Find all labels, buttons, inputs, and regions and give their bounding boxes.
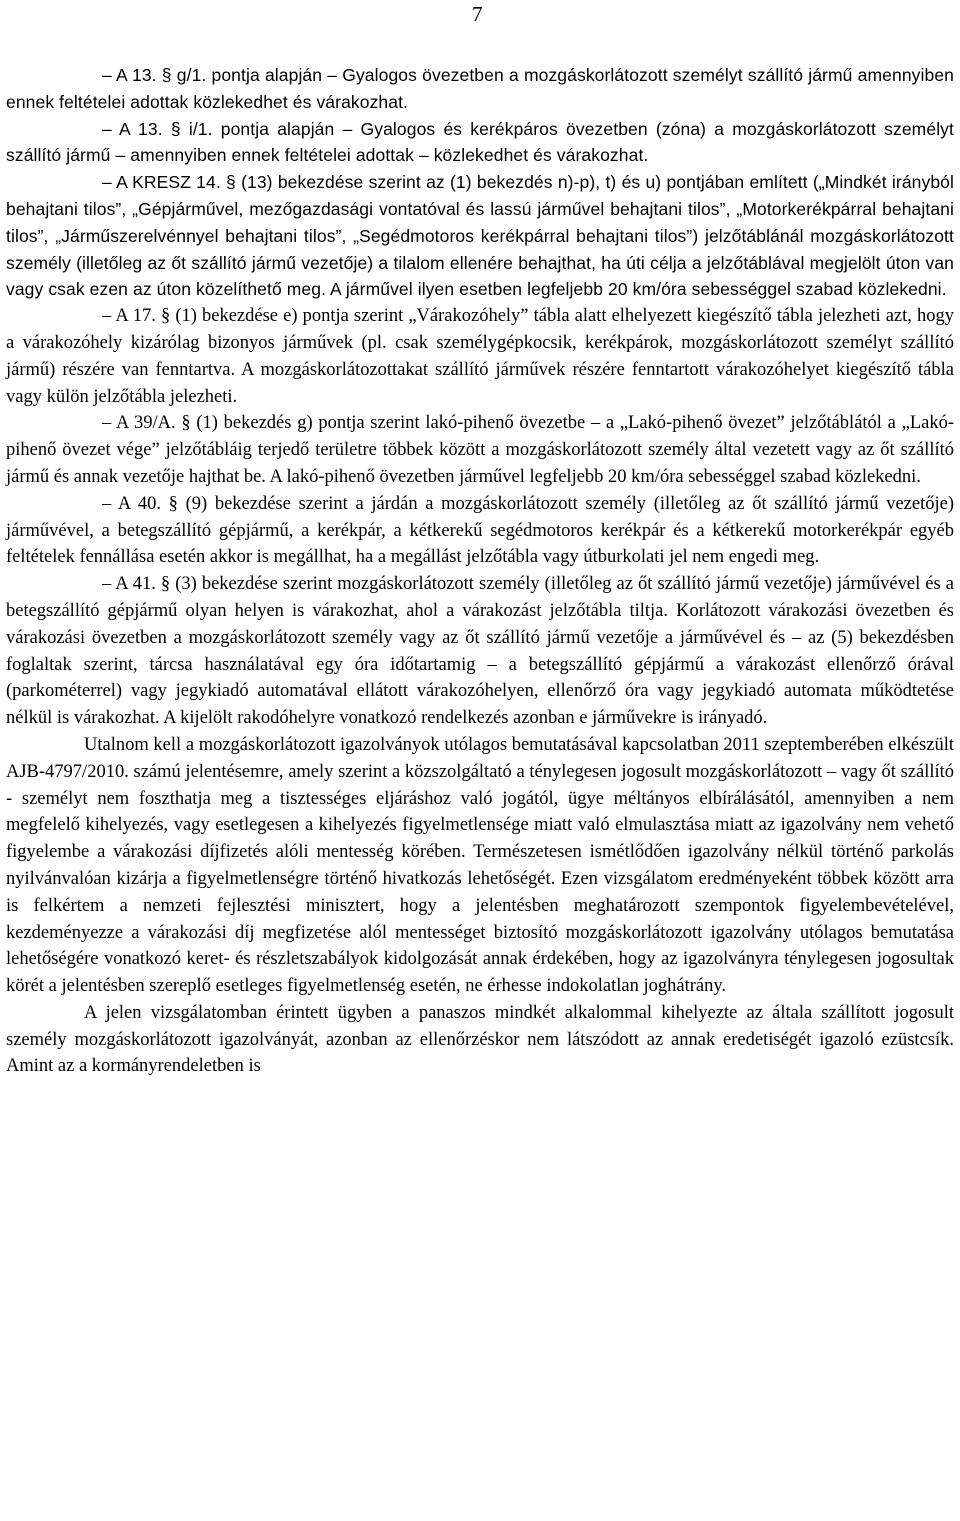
paragraph-kresz-41: – A 41. § (3) bekezdése szerint mozgáskorlátozott személy (illetőleg az őt szállító jármű vezetője) járművével és a betegszállító gépjármű olyan helyen is várakozhat, ahol a várakozást jelzőtábla tiltja. Korlátozott várakozási övezetben és várakozási övezetben a mozgáskorlátozott személy vagy az őt szállító jármű vezetője a járművével és – az (5) bekezdésben foglaltak szerint, tárcsa használatával egy óra időtartamig – a betegszállító gépjármű a várakozást ellenőrző órával (parkométerrel) vagy jegykiadó automatával ellátott várakozóhelyen, ellenőrző óra vagy jegykiadó automata működtetése nélkül is várakozhat. A kijelölt rakodóhelyre vonatkozó rendelkezés azonban e járművekre is irányadó. [6, 574, 954, 729]
document-body [6, 62, 954, 1080]
paragraph-gyalogos-kerekparos-ovezet: – A 13. § i/1. pontja alapján – Gyalogos és kerékpáros övezetben (zóna) a mozgáskorlátozott személyt szállító jármű – amennyiben ennek feltételei adottak – közlekedhet és várakozhat. [6, 118, 954, 166]
page-number: 7 [472, 2, 483, 26]
paragraph-jelen-vizsgalat: A jelen vizsgálatomban érintett ügyben a panaszos mindkét alkalommal kihelyezte az általa szállított jogosult személy mozgáskorlátozott igazolványát, azonban az ellenőrzéskor nem látszódott az annak eredetiségét igazoló ezüstcsík. Amint az a kormányrendeletben is [6, 1002, 954, 1077]
paragraph-utalas-jelentes: Utalnom kell a mozgáskorlátozott igazolványok utólagos bemutatásával kapcsolatban 2011 szeptemberében elkészült AJB-4797/2010. számú jelentésemre, amely szerint a közszolgáltató a ténylegesen jogosult mozgáskorlátozott – vagy őt szállító - személyt nem foszthatja meg a tisztességes eljáráshoz való jogától, ügye méltányos elbírálásától, amennyiben a nem megfelelő kihelyezés, vagy esetlegesen a kihelyezés figyelmetlensége miatt való elmulasztása miatt az igazolvány nem vehető figyelembe a várakozási díjfizetés alóli mentesség körében. Természetesen ismétlődően igazolvány nélkül történő parkolás nyilvánvalóan kizárja a figyelmetlenségre történő hivatkozás lehetőségét. Ezen vizsgálatom eredményeként többek között arra is felkértem a nemzeti fejlesztési minisztert, hogy a jelentésben meghatározott szempontok figyelembevételével, kezdeményezze a várakozási díj megfizetése alól mentességet biztosító mozgáskorlátozott igazolvány utólagos bemutatása lehetőségére vonatkozó keret- és részletszabályok kidolgozását annak érdekében, hogy az igazolványra ténylegesen jogosultak körét a jelentésben szereplő esetleges figyelmetlenség esetén, ne érhesse indokolatlan joghátrány. [6, 734, 954, 997]
paragraph-kresz-39a: – A 39/A. § (1) bekezdés g) pontja szerint lakó-pihenő övezetbe – a „Lakó-pihenő övezet” jelzőtáblától a „Lakó-pihenő övezet vége” jelzőtábláig terjedő területre többek között a mozgáskorlátozott személy által vezetett vagy az őt szállító jármű és annak vezetője hajthat be. A lakó-pihenő övezetben járművel legfeljebb 20 km/óra sebességgel szabad közlekedni. [6, 413, 954, 487]
paragraph-kresz-17: – A 17. § (1) bekezdése e) pontja szerint „Várakozóhely” tábla alatt elhelyezett kiegészítő tábla jelezheti azt, hogy a várakozóhely kizárólag bizonyos járművek (pl. csak személygépkocsik, kerékpárok, mozgáskorlátozott személyt szállító jármű) részére van fenntartva. A mozgáskorlátozottakat szállító járművek részére fenntartott várakozóhelyet kiegészítő tábla vagy külön jelzőtábla jelezheti. [6, 306, 954, 407]
paragraph-kresz-14: – A KRESZ 14. § (13) bekezdése szerint az (1) bekezdés n)-p), t) és u) pontjában említett („Mindkét irányból behajtani tilos”, „Gépjárművel, mezőgazdasági vontatóval és lassú járművel behajtani tilos”, „Motorkerékpárral behajtani tilos”, „Járműszerelvénnyel behajtani tilos”, „Segédmotoros kerékpárral behajtani tilos”) jelzőtáblánál mozgáskorlátozott személy (illetőleg az őt szállító jármű vezetője) a tilalom ellenére behajthat, ha úti célja a jelzőtáblával megjelölt úton van vagy csak ezen az úton közelíthető meg. A járművel ilyen esetben legfeljebb 20 km/óra sebességgel szabad közlekedni. [6, 172, 954, 300]
paragraph-kresz-40: – A 40. § (9) bekezdése szerint a járdán a mozgáskorlátozott személy (illetőleg az őt szállító jármű vezetője) járművével, a betegszállító gépjármű, a kerékpár, a kétkerekű segédmotoros kerékpár és a kétkerekű motorkerékpár egyéb feltételek fennállása esetén akkor is megállhat, ha a megállást jelzőtábla vagy útburkolati jel nem engedi meg. [6, 493, 954, 568]
paragraph-gyalogos-ovezet: – A 13. § g/1. pontja alapján – Gyalogos övezetben a mozgáskorlátozott személyt szállító jármű amennyiben ennek feltételei adottak közlekedhet és várakozhat. [6, 65, 954, 112]
